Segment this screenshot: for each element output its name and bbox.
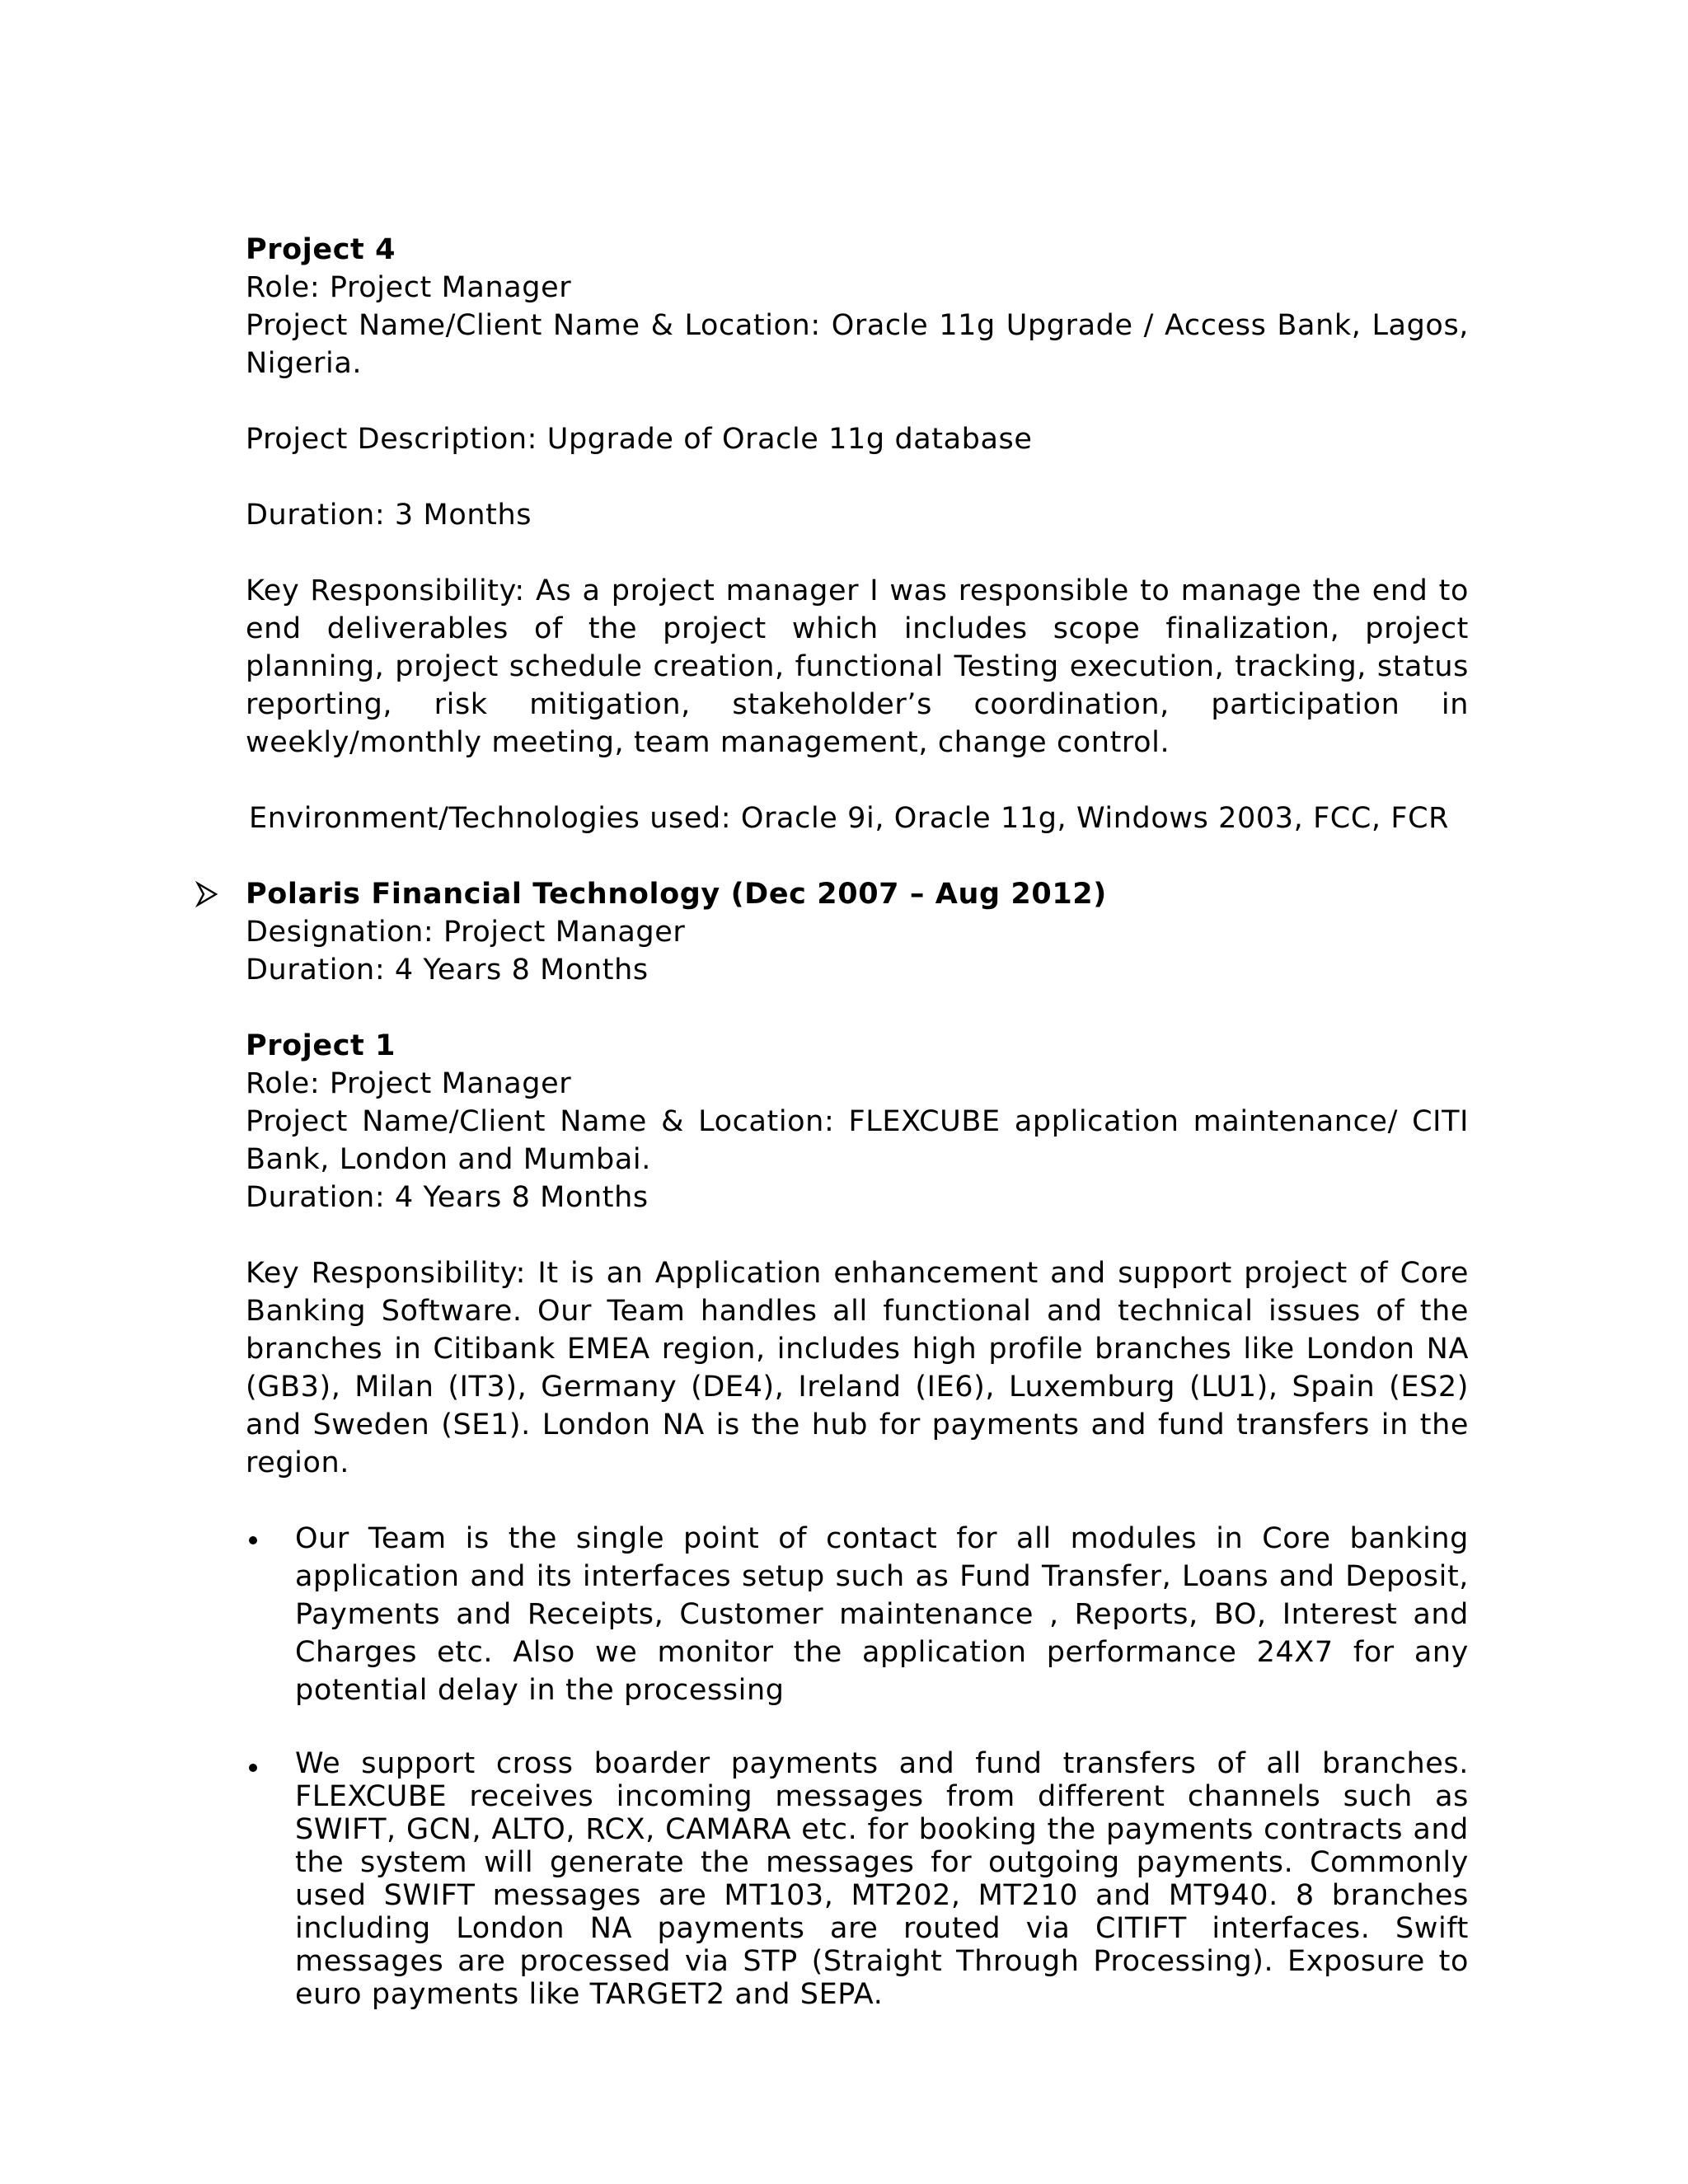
list-item	[246, 1520, 1469, 1709]
document-page	[246, 231, 1469, 2011]
project-1-bullet-list	[246, 1520, 1469, 2011]
project-1-duration: Duration: 4 Years 8 Months	[246, 1181, 649, 1214]
company-duration: Duration: 4 Years 8 Months	[246, 954, 649, 987]
project-1-role: Role: Project Manager	[246, 1067, 572, 1100]
project-4-heading: Project 4	[246, 233, 396, 266]
bullet-dot-icon	[249, 1764, 257, 1772]
project-1-key-responsibility: Key Responsibility: It is an Application enhancement and support project of Core Banking Software. Our Team handles all functional and technical issues of the branches in Citibank EMEA region, includes high profile branches like London NA (GB3), Milan (IT3), Germany (DE4), Ireland (IE6), Luxemburg (LU1), Spain (ES2) and Sweden (SE1). London NA is the hub for payments and fund transfers in the region.	[246, 1257, 1469, 1479]
bullet-dot-icon	[249, 1536, 257, 1544]
project-4-key-responsibility: Key Responsibility: As a project manager I was responsible to manage the end to end deliverables of the project which includes scope finalization, project planning, project schedule creation, functional Testing execution, tracking, status reporting, risk mitigation, stakeholder’s coordination, participation in weekly/monthly meeting, team management, change control.	[246, 574, 1469, 759]
project-1-heading: Project 1	[246, 1029, 396, 1062]
project-1-name-location: Project Name/Client Name & Location: FLEXCUBE application maintenance/ CITI Bank, London and Mumbai.	[246, 1105, 1469, 1176]
company-section	[246, 875, 1469, 989]
company-title: Polaris Financial Technology (Dec 2007 – Aug 2012)	[246, 878, 1107, 911]
project-4-role: Role: Project Manager	[246, 271, 572, 304]
project-4-section	[246, 231, 1469, 837]
bullet-text: Our Team is the single point of contact for all modules in Core banking application and its interfaces setup such as Fund Transfer, Loans and Deposit, Payments and Receipts, Customer maintenance , Reports, BO, Interest and Charges etc. Also we monitor the application performance 24X7 for any potential delay in the processing	[295, 1522, 1469, 1707]
project-1-section	[246, 1027, 1469, 2011]
company-designation: Designation: Project Manager	[246, 916, 686, 949]
project-4-description: Project Description: Upgrade of Oracle 11g database	[246, 423, 1033, 456]
list-item	[246, 1747, 1469, 2011]
bullet-text: We support cross boarder payments and fund transfers of all branches. FLEXCUBE receives incoming messages from different channels such as SWIFT, GCN, ALTO, RCX, CAMARA etc. for booking the payments contracts and the system will generate the messages for outgoing payments. Commonly used SWIFT messages are MT103, MT202, MT210 and MT940. 8 branches including London NA payments are routed via CITIFT interfaces. Swift messages are processed via STP (Straight Through Processing). Exposure to euro payments like TARGET2 and SEPA.	[295, 1747, 1469, 2011]
project-4-duration: Duration: 3 Months	[246, 499, 532, 532]
project-4-name-location: Project Name/Client Name & Location: Oracle 11g Upgrade / Access Bank, Lagos, Nigeria.	[246, 309, 1469, 380]
project-4-environment: Environment/Technologies used: Oracle 9i, Oracle 11g, Windows 2003, FCC, FCR	[249, 802, 1450, 835]
arrow-bullet-icon	[195, 875, 221, 913]
